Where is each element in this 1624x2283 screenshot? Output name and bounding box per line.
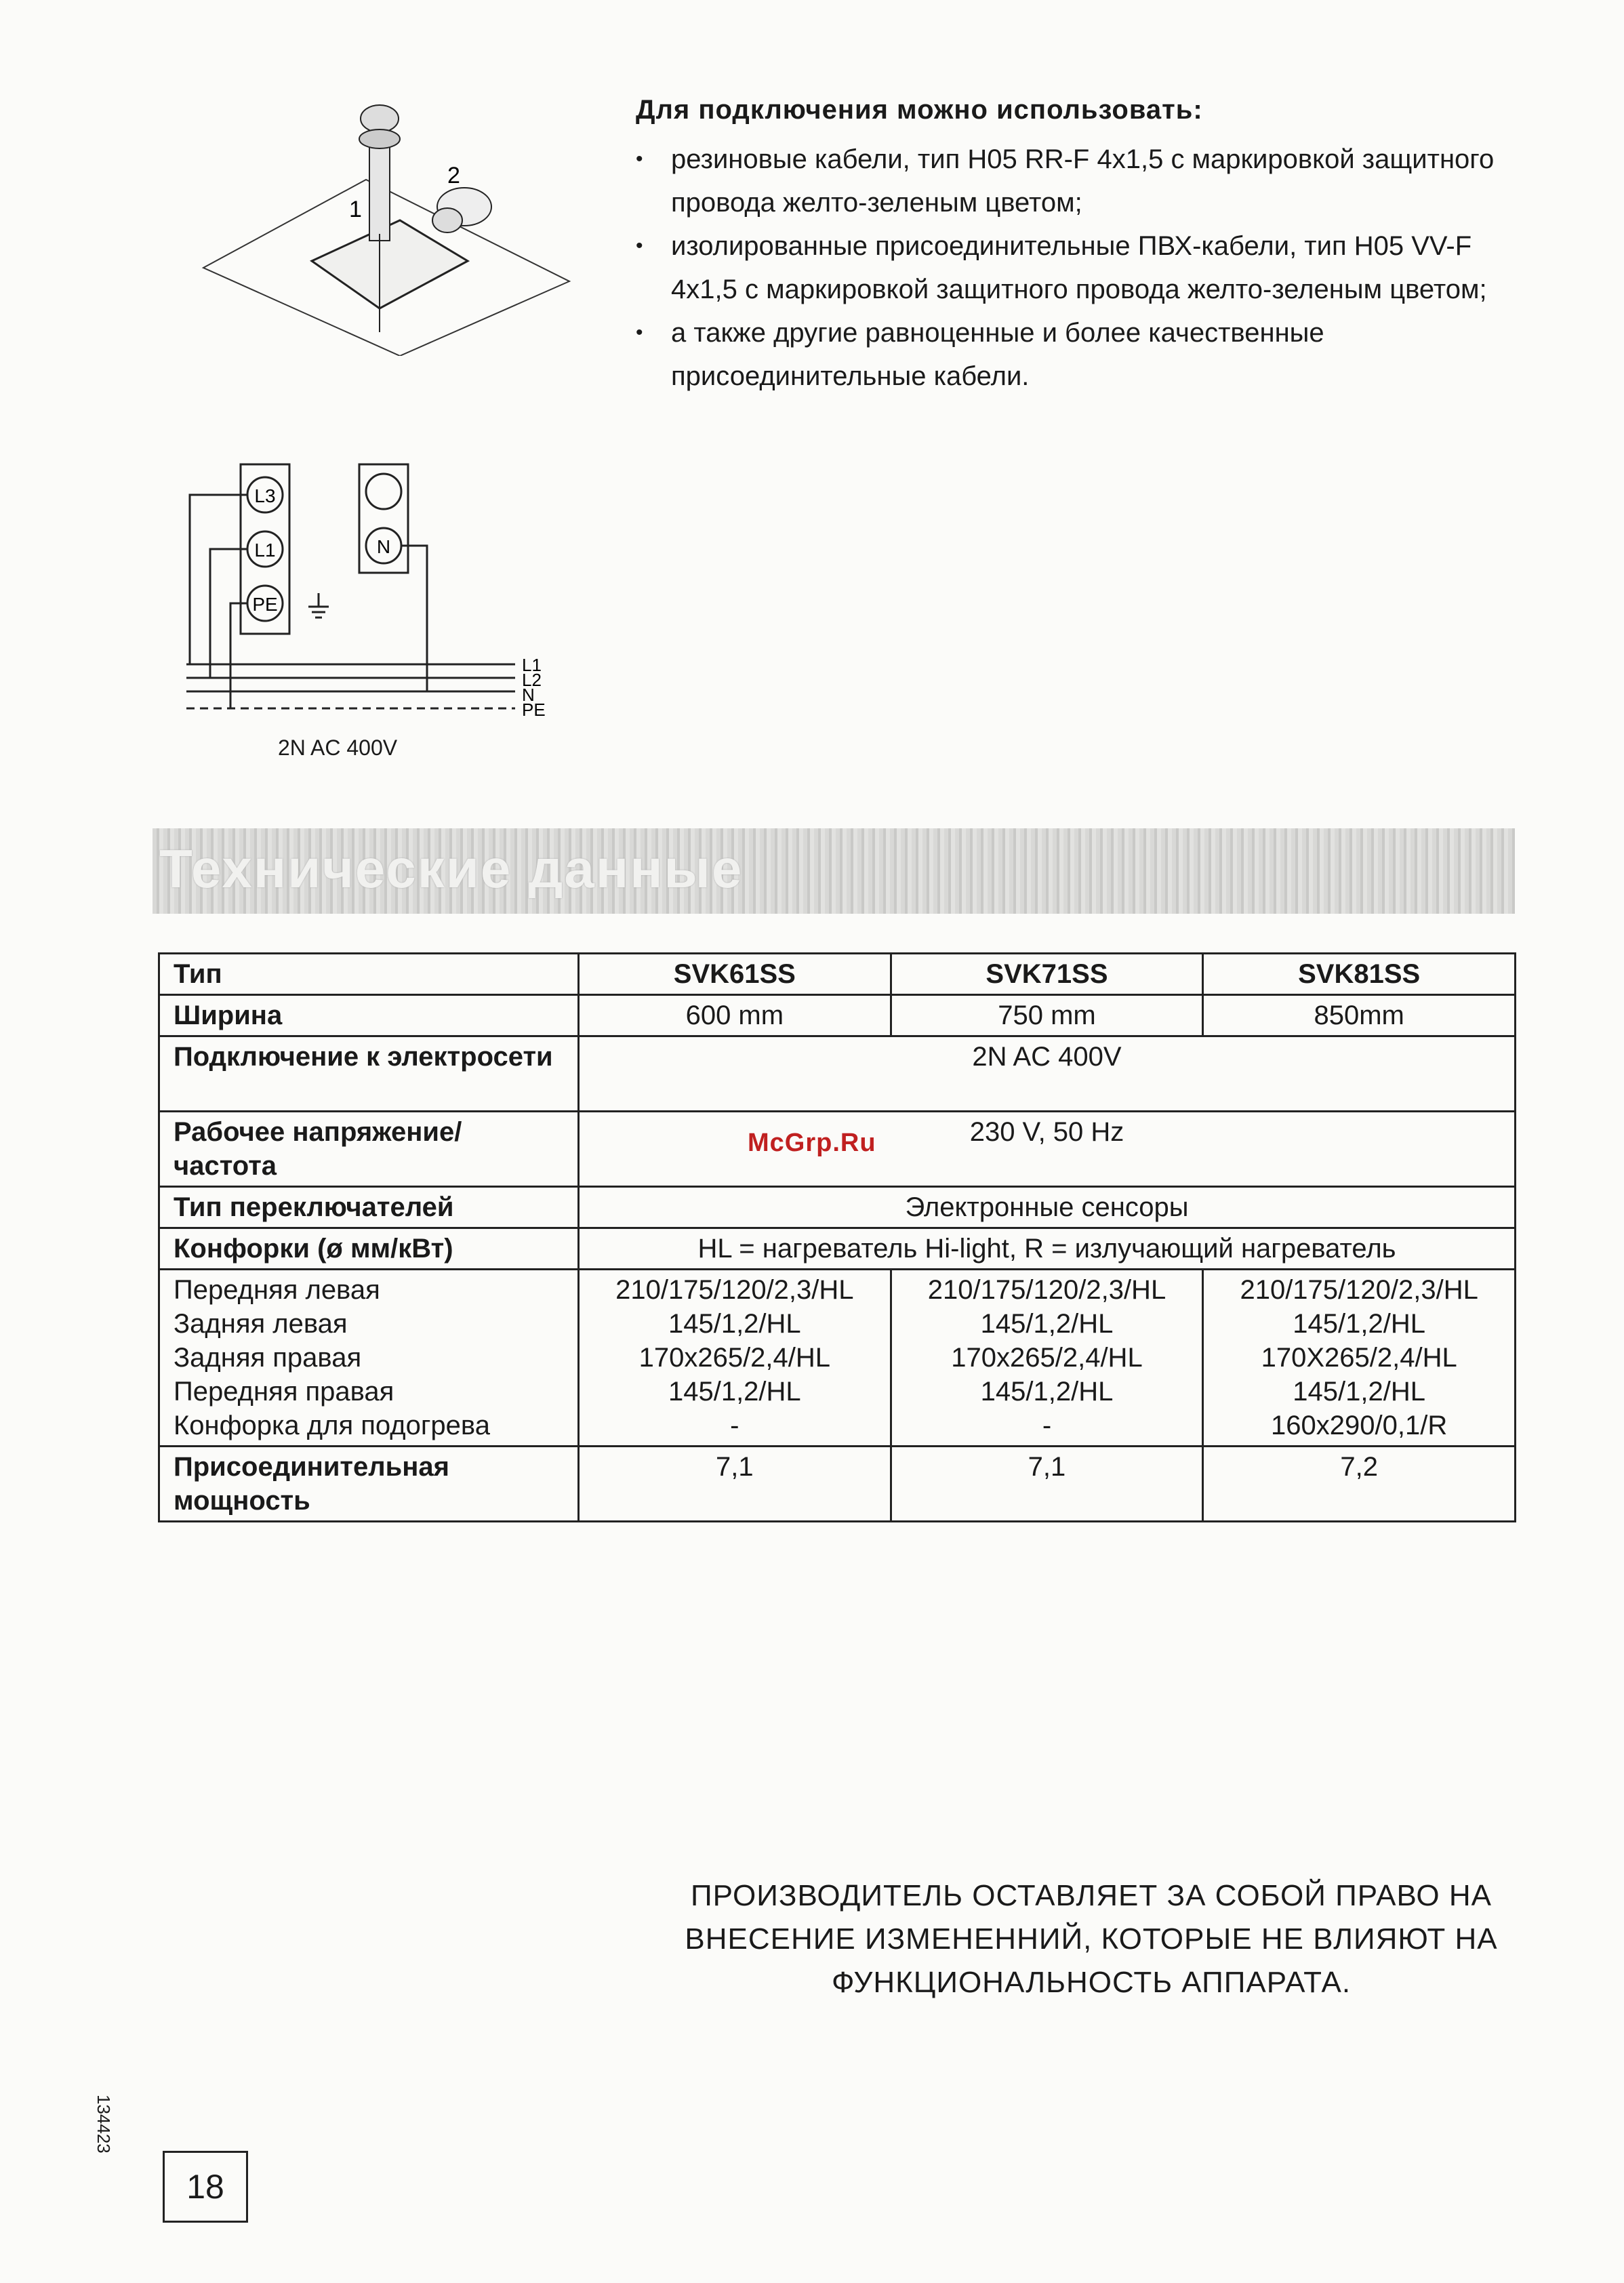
illustration-label-2: 2 bbox=[447, 163, 460, 188]
switches-value: Электронные сенсоры bbox=[579, 1187, 1516, 1228]
model-svk81ss: SVK81SS bbox=[1203, 954, 1516, 995]
burner-value: 145/1,2/HL bbox=[1293, 1309, 1425, 1339]
type-label: Тип bbox=[159, 954, 579, 995]
table-row bbox=[159, 1187, 1516, 1228]
illustration-label-1: 1 bbox=[349, 197, 362, 222]
burner-values-svk61ss bbox=[579, 1270, 891, 1447]
burner-value: 145/1,2/HL bbox=[1293, 1377, 1425, 1407]
burner-positions bbox=[159, 1270, 579, 1447]
burner-value: 210/175/120/2,3/HL bbox=[927, 1275, 1166, 1305]
line-l1-label: L1 bbox=[522, 655, 542, 675]
width-value: 750 mm bbox=[891, 995, 1203, 1036]
document-code: 134423 bbox=[94, 2095, 114, 2154]
model-svk61ss: SVK61SS bbox=[579, 954, 891, 995]
burners-label: Конфорки (ø мм/кВт) bbox=[159, 1228, 579, 1270]
list-item: • а также другие равноценные и более качественные присоединительные кабели. bbox=[636, 311, 1517, 398]
section-title: Технические данные bbox=[159, 839, 744, 899]
spec-table bbox=[158, 952, 1516, 1522]
burner-position: Задняя правая bbox=[174, 1343, 362, 1373]
power-value: 7,2 bbox=[1203, 1447, 1516, 1522]
burner-position: Передняя правая bbox=[174, 1377, 394, 1407]
terminal-l1-label: L1 bbox=[254, 540, 276, 561]
intro-heading: Для подключения можно использовать: bbox=[636, 95, 1203, 125]
burner-value: 145/1,2/HL bbox=[668, 1377, 801, 1407]
model-svk71ss: SVK71SS bbox=[891, 954, 1203, 995]
burner-position: Передняя левая bbox=[174, 1275, 380, 1305]
voltage-value: 230 V, 50 Hz bbox=[579, 1112, 1516, 1187]
burner-value: 170x265/2,4/HL bbox=[638, 1343, 831, 1373]
table-row bbox=[159, 954, 1516, 995]
burner-value: 145/1,2/HL bbox=[980, 1309, 1114, 1339]
burner-value: - bbox=[730, 1411, 739, 1440]
cooktop-connection-illustration bbox=[197, 98, 576, 356]
power-value: 7,1 bbox=[891, 1447, 1203, 1522]
width-label: Ширина bbox=[159, 995, 579, 1036]
burner-value: 145/1,2/HL bbox=[980, 1377, 1114, 1407]
table-row bbox=[159, 995, 1516, 1036]
line-l2-label: L2 bbox=[522, 670, 542, 690]
list-item: • резиновые кабели, тип H05 RR-F 4x1,5 с маркировкой защитного провода желто-зеленым цветом; bbox=[636, 138, 1517, 224]
burner-value: - bbox=[1042, 1411, 1052, 1440]
width-value: 600 mm bbox=[579, 995, 891, 1036]
table-row bbox=[159, 1112, 1516, 1187]
connection-label: Подключение к электросети bbox=[159, 1036, 579, 1112]
width-value: 850mm bbox=[1203, 995, 1516, 1036]
terminal-n-label: N bbox=[376, 536, 391, 557]
burner-values-svk71ss bbox=[891, 1270, 1203, 1447]
terminal-l3-label: L3 bbox=[254, 485, 276, 506]
voltage-label: Рабочее напряжение/ частота bbox=[159, 1112, 579, 1187]
burner-value: 210/175/120/2,3/HL bbox=[615, 1275, 854, 1305]
burner-position: Задняя левая bbox=[174, 1309, 348, 1339]
table-row bbox=[159, 1036, 1516, 1112]
intro-block bbox=[636, 95, 1517, 398]
burner-value: 210/175/120/2,3/HL bbox=[1240, 1275, 1478, 1305]
watermark: McGrp.Ru bbox=[748, 1129, 876, 1157]
list-item: • изолированные присоединительные ПВХ-кабели, тип H05 VV-F 4x1,5 с маркировкой защитного провода желто-зеленым цветом; bbox=[636, 224, 1517, 311]
burner-value: 160x290/0,1/R bbox=[1271, 1411, 1448, 1440]
section-banner bbox=[153, 828, 1515, 914]
disclaimer: ПРОИЗВОДИТЕЛЬ ОСТАВЛЯЕТ ЗА СОБОЙ ПРАВО НА ВНЕСЕНИЕ ИЗМЕНЕННИЙ, КОТОРЫЕ НЕ ВЛИЯЮТ НА ФУНКЦИОНАЛЬНОСТЬ АППАРАТА. bbox=[685, 1879, 1498, 1999]
table-row bbox=[159, 1447, 1516, 1522]
burner-value: 145/1,2/HL bbox=[668, 1309, 801, 1339]
burners-value: HL = нагреватель Hi-light, R = излучающий нагреватель bbox=[579, 1228, 1516, 1270]
burner-value: 170x265/2,4/HL bbox=[951, 1343, 1143, 1373]
burner-position: Конфорка для подогрева bbox=[174, 1411, 490, 1440]
terminal-pe-label: PE bbox=[252, 594, 278, 615]
switches-label: Тип переключателей bbox=[159, 1187, 579, 1228]
wiring-diagram bbox=[176, 461, 569, 773]
burner-value: 170X265/2,4/HL bbox=[1261, 1343, 1457, 1373]
table-row bbox=[159, 1228, 1516, 1270]
connection-value: 2N AC 400V bbox=[579, 1036, 1516, 1112]
power-value: 7,1 bbox=[579, 1447, 891, 1522]
page-number: 18 bbox=[163, 2151, 248, 2223]
line-n-label: N bbox=[522, 685, 535, 705]
power-label: Присоединительная мощность bbox=[159, 1447, 579, 1522]
wiring-caption: 2N AC 400V bbox=[278, 735, 398, 760]
cable-list bbox=[636, 138, 1517, 398]
burner-values-svk81ss bbox=[1203, 1270, 1516, 1447]
table-row bbox=[159, 1270, 1516, 1447]
line-pe-label: PE bbox=[522, 700, 546, 720]
